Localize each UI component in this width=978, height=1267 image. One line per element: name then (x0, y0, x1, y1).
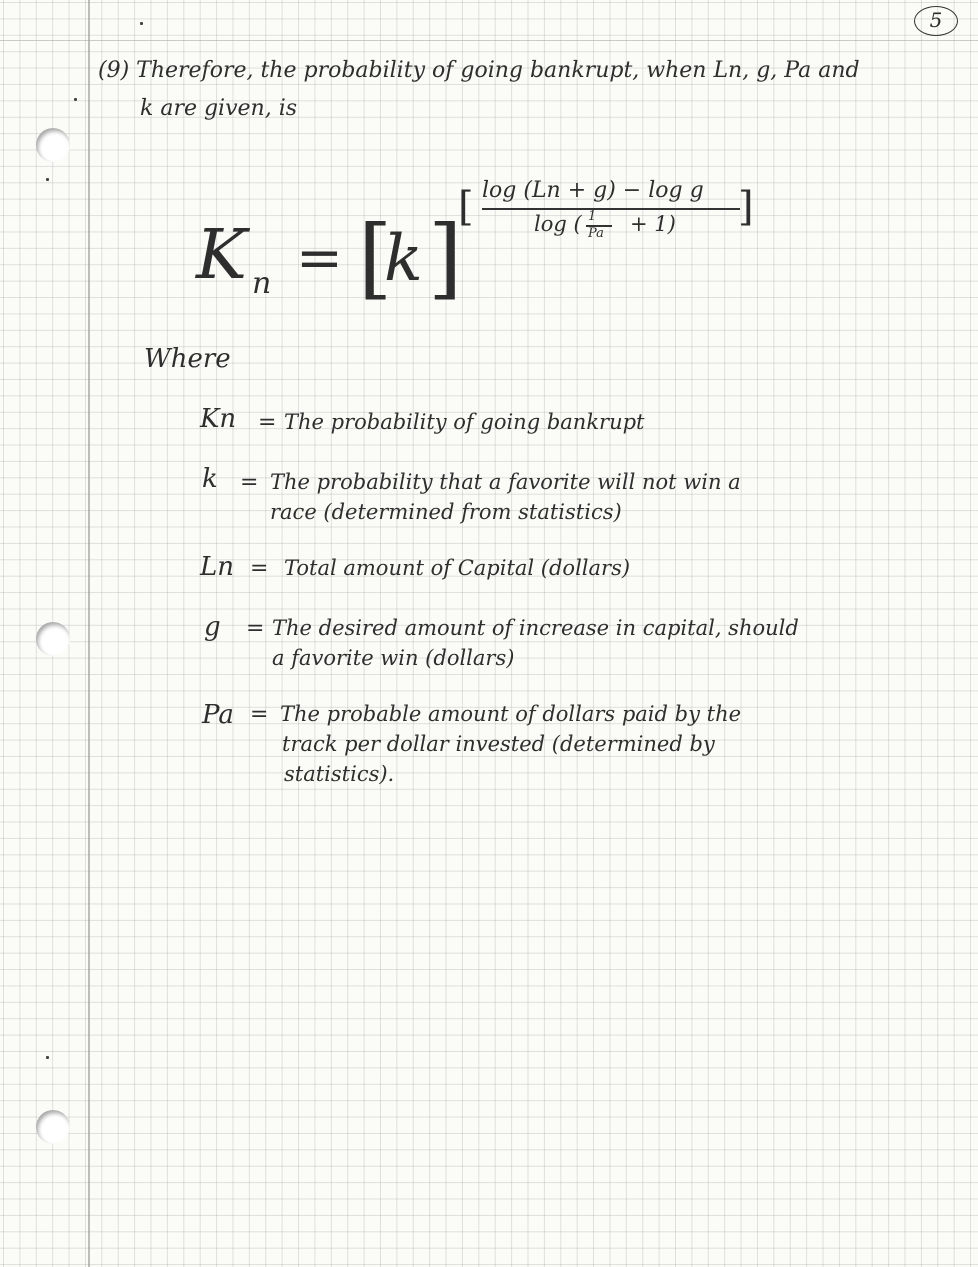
equation-lhs-subscript: n (252, 266, 272, 301)
equation-equals: = (296, 226, 343, 291)
stray-mark (46, 1056, 49, 1059)
definition-symbol: Kn (200, 404, 237, 434)
page-number: 5 (914, 6, 958, 36)
definition-symbol: Ln (200, 552, 235, 582)
equation-base: k (384, 222, 423, 296)
exponent-numerator: log (Ln + g) − log g (482, 178, 704, 203)
exponent-denominator-log: log ( (534, 212, 582, 236)
where-label: Where (144, 344, 231, 374)
punch-hole-top (36, 128, 70, 162)
definition-symbol: g (204, 612, 221, 642)
small-fraction-denominator: Pa (588, 226, 604, 241)
small-fraction-numerator: 1 (588, 209, 597, 224)
definition-symbol: k (202, 464, 218, 494)
margin-rule (88, 0, 90, 1267)
intro-line-2: k are given, is (140, 96, 298, 121)
definition-text: The probability that a favorite will not win a (270, 470, 741, 494)
definition-text: Total amount of Capital (dollars) (284, 556, 631, 580)
definition-equals: = (250, 556, 269, 581)
stray-mark (140, 22, 143, 25)
definition-text-continued: a favorite win (dollars) (272, 646, 515, 670)
exponent-bracket-left: [ (458, 184, 474, 230)
definition-text-continued: track per dollar invested (determined by (282, 732, 715, 756)
definition-equals: = (240, 470, 259, 495)
top-rule (0, 40, 978, 41)
exponent-denominator-rest: + 1) (630, 212, 676, 236)
equation-lhs: K (196, 216, 247, 295)
stray-mark (46, 178, 49, 181)
exponent-bracket-right: ] (738, 184, 754, 230)
definition-text-continued: race (determined from statistics) (270, 500, 622, 524)
intro-line-1: (9) Therefore, the probability of going bankrupt, when Ln, g, Pa and (98, 58, 860, 83)
definition-text: The probable amount of dollars paid by the (280, 702, 742, 726)
definition-equals: = (246, 616, 265, 641)
definition-symbol: Pa (202, 700, 234, 730)
definition-text: The probability of going bankrupt (284, 410, 645, 434)
exponent-fraction-bar (482, 208, 740, 210)
definition-text-continued: statistics). (284, 762, 395, 786)
equation-bracket-left: [ (358, 206, 393, 309)
definition-equals: = (258, 410, 277, 435)
equation-bracket-right: ] (428, 206, 463, 309)
punch-hole-bottom (36, 1110, 70, 1144)
stray-mark (74, 98, 77, 101)
definition-equals: = (250, 702, 269, 727)
definition-text: The desired amount of increase in capital, should (272, 616, 799, 640)
punch-hole-middle (36, 622, 70, 656)
